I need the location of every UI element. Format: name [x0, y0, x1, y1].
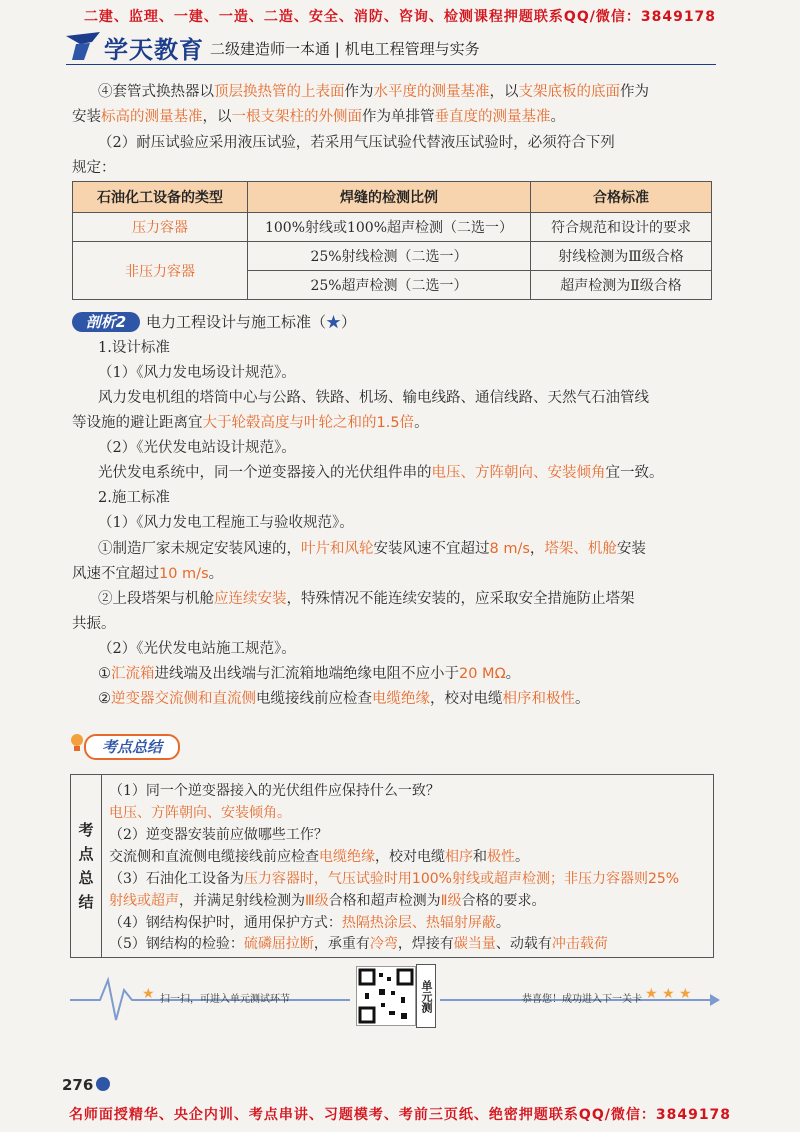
- summary-question: （5）钢结构的检验：硫磷屈拉断，承重有冷弯，焊接有碳当量、动载有冲击载荷: [109, 936, 608, 952]
- body-line: 共振。: [72, 616, 116, 632]
- top-banner: 二建、监理、一建、一造、二造、安全、消防、咨询、检测课程押题联系QQ/微信：3849178: [83, 9, 717, 25]
- body-line: 等设施的避让距离宜大于轮毂高度与叶轮之和的1.5倍。: [72, 415, 429, 431]
- standard-title: （2）《光伏发电站施工规范》。: [98, 641, 296, 657]
- page-number: 276: [62, 1076, 110, 1094]
- summary-answer: 射线或超声，并满足射线检测为Ⅲ级合格和超声检测为Ⅱ级合格的要求。: [109, 893, 546, 909]
- body-line: 光伏发电系统中，同一个逆变器接入的光伏组件串的电压、方阵朝向、安装倾角宜一致。: [98, 465, 664, 481]
- table-header: 石油化工设备的类型: [73, 182, 248, 213]
- summary-answer: 交流侧和直流侧电缆接线前应检查电缆绝缘，校对电缆相序和极性。: [109, 849, 529, 865]
- lightbulb-icon: [70, 733, 84, 755]
- bottom-banner: 名师面授精华、央企内训、考点串讲、习题模考、考前三页纸、绝密押题联系QQ/微信：3849178: [68, 1107, 732, 1123]
- unit-test-strip: [70, 960, 720, 1040]
- table-row: [73, 242, 712, 271]
- subheading: 1.设计标准: [98, 340, 170, 356]
- table-header: 焊缝的检测比例: [248, 182, 531, 213]
- brand-logo-text: 学天教育: [104, 36, 204, 64]
- summary-side-label: 考 点 总 结: [71, 775, 102, 957]
- body-line: ①汇流箱进线端及出线端与汇流箱地端绝缘电阻不应小于20 MΩ。: [98, 666, 521, 682]
- table-row: [73, 213, 712, 242]
- body-line: ①制造厂家未规定安装风速的，叶片和风轮安装风速不宜超过8 m/s，塔架、机舱安装: [98, 541, 646, 557]
- table-cell: 射线检测为Ⅲ级合格: [531, 242, 712, 271]
- summary-question: （2）逆变器安装前应做哪些工作？: [109, 827, 328, 843]
- body-line: ②上段塔架与机舱应连续安装，特殊情况不能连续安装的，应采取安全措施防止塔架: [98, 591, 635, 607]
- book-title: 二级建造师一本通 | 机电工程管理与实务: [210, 40, 480, 58]
- standard-title: （2）《光伏发电站设计规范》。: [98, 440, 296, 456]
- standard-title: （1）《风力发电工程施工与验收规范》。: [98, 515, 354, 531]
- table-cell: 25%超声检测（二选一）: [248, 271, 531, 300]
- table-cell: 非压力容器: [73, 242, 248, 300]
- star-icon: ★: [645, 986, 658, 1002]
- page-header: [66, 30, 726, 66]
- intro-line-1: ④套管式换热器以顶层换热管的上表面作为水平度的测量基准，以支架底板的底面作为: [98, 84, 649, 100]
- scan-hint: 扫一扫，可进入单元测试环节: [160, 994, 290, 1005]
- subheading: 2.施工标准: [98, 490, 170, 506]
- table-header: 合格标准: [531, 182, 712, 213]
- unit-test-tag: 单元测: [416, 964, 436, 1028]
- arrow-icon: [96, 1077, 110, 1091]
- summary-question: （1）同一个逆变器接入的光伏组件应保持什么一致？: [109, 783, 440, 799]
- inspection-table: [72, 181, 712, 300]
- body-line: ②逆变器交流侧和直流侧电缆接线前应检查电缆绝缘，校对电缆相序和极性。: [98, 691, 590, 707]
- body-line: 风速不宜超过10 m/s。: [72, 566, 224, 582]
- intro-line-3: （2）耐压试验应采用液压试验，若采用气压试验代替液压试验时，必须符合下列: [98, 135, 615, 151]
- body-line: 风力发电机组的塔筒中心与公路、铁路、机场、输电线路、通信线路、天然气石油管线: [98, 390, 649, 406]
- table-cell: 25%射线检测（二选一）: [248, 242, 531, 271]
- summary-heading-label: 考点总结: [84, 734, 180, 760]
- table-cell: 符合规范和设计的要求: [531, 213, 712, 242]
- section-badge: 剖析2: [72, 312, 140, 332]
- table-cell: 100%射线或100%超声检测（二选一）: [248, 213, 531, 242]
- summary-question: （4）钢结构保护时，通用保护方式：热隔热涂层、热辐射屏蔽。: [109, 915, 510, 931]
- star-icon: ★: [679, 986, 692, 1002]
- qr-code[interactable]: [356, 966, 416, 1026]
- star-icon: ★: [326, 313, 342, 331]
- summary-box: [70, 774, 714, 958]
- table-cell: 压力容器: [73, 213, 248, 242]
- table-cell: 超声检测为Ⅱ级合格: [531, 271, 712, 300]
- star-icon: ★: [142, 986, 155, 1002]
- intro-line-2: 安装标高的测量基准，以一根支架柱的外侧面作为单排管垂直度的测量基准。: [72, 109, 565, 125]
- success-message: 恭喜您！成功进入下一关卡: [522, 994, 642, 1005]
- table-header-row: [73, 182, 712, 213]
- intro-line-4: 规定：: [72, 160, 116, 176]
- logo-icon: [66, 32, 100, 60]
- section-title: 电力工程设计与施工标准（★）: [146, 313, 357, 331]
- standard-title: （1）《风力发电场设计规范》。: [98, 365, 296, 381]
- star-icon: ★: [662, 986, 675, 1002]
- summary-question: （3）石油化工设备为压力容器时，气压试验时用100%射线或超声检测；非压力容器则25%: [109, 871, 680, 887]
- summary-answer: 电压、方阵朝向、安装倾角。: [109, 805, 291, 821]
- header-divider: [66, 64, 716, 65]
